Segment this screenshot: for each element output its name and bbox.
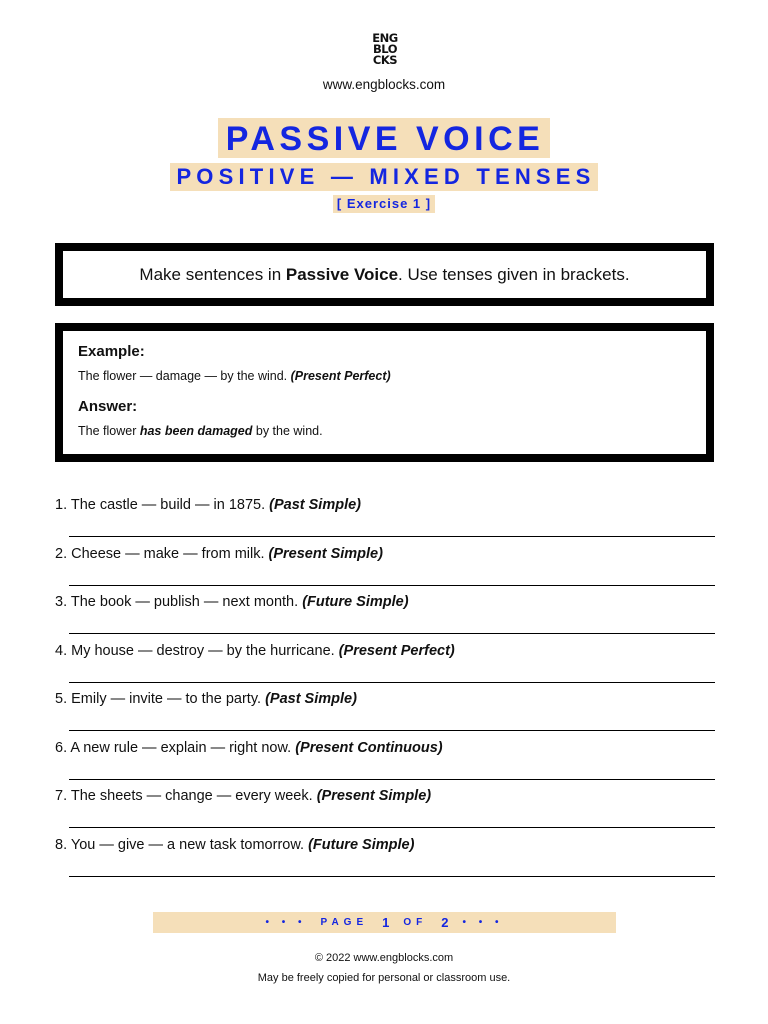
question-item <box>55 786 715 835</box>
example-prompt-text: The flower — damage — by the wind. <box>78 369 291 383</box>
question-list <box>55 495 715 883</box>
question-tense: (Present Simple) <box>316 788 432 804</box>
example-box <box>55 323 714 462</box>
subtitle-container <box>0 163 768 191</box>
title-container <box>0 118 768 158</box>
example-tense: (Present Perfect) <box>290 369 391 383</box>
answer-bold: has been damaged <box>139 424 253 438</box>
question-prompt: 1. The castle — build — in 1875. <box>55 497 270 513</box>
license-text: May be freely copied for personal or classroom use. <box>257 972 511 984</box>
question-item <box>55 495 715 544</box>
question-tense: (Future Simple) <box>302 594 409 610</box>
question-item <box>55 738 715 787</box>
answer-line[interactable] <box>69 585 715 586</box>
question-item <box>55 641 715 690</box>
question-prompt: 7. The sheets — change — every week. <box>55 788 317 804</box>
instruction-bold: Passive Voice <box>285 264 399 284</box>
page-title: PASSIVE VOICE <box>218 118 551 158</box>
instruction-after: . Use tenses given in brackets. <box>398 264 630 284</box>
instruction-text <box>139 265 629 285</box>
example-answer <box>78 423 691 439</box>
answer-before: The flower <box>78 424 140 438</box>
question-prompt: 3. The book — publish — next month. <box>55 594 303 610</box>
question-tense: (Future Simple) <box>308 836 415 853</box>
question-prompt: 4. My house — destroy — by the hurricane. <box>55 642 339 659</box>
logo-line: BLO <box>373 42 397 56</box>
answer-line[interactable] <box>69 536 715 537</box>
question-item <box>55 689 715 738</box>
question-item <box>55 835 715 884</box>
question-text <box>55 641 455 661</box>
answer-after: by the wind. <box>252 424 323 438</box>
exercise-container <box>0 195 768 213</box>
pager-page-word: PAGE <box>320 917 369 928</box>
copyright-text: © 2022 www.engblocks.com <box>314 952 454 964</box>
question-text <box>55 689 357 709</box>
question-prompt: 8. You — give — a new task tomorrow. <box>55 836 309 853</box>
question-prompt: 5. Emily — invite — to the party. <box>55 691 266 707</box>
question-tense: (Present Continuous) <box>295 739 443 756</box>
exercise-label: [ Exercise 1 ] <box>333 195 435 213</box>
logo-line: ENG <box>372 31 398 45</box>
question-text <box>55 786 431 806</box>
question-text <box>55 738 443 758</box>
pager-dots-right: • • • <box>462 917 504 928</box>
example-label: Example: <box>78 343 145 360</box>
page-subtitle: POSITIVE — MIXED TENSES <box>170 163 597 191</box>
question-text <box>55 544 383 564</box>
pager-dots-left: • • • <box>265 917 307 928</box>
answer-line[interactable] <box>69 633 715 634</box>
question-tense: (Past Simple) <box>269 497 361 513</box>
answer-line[interactable] <box>69 730 715 731</box>
instruction-before: Make sentences in <box>139 264 286 284</box>
answer-line[interactable] <box>69 779 715 780</box>
engblocks-logo <box>365 33 405 66</box>
answer-line[interactable] <box>69 827 715 828</box>
answer-label: Answer: <box>78 398 138 415</box>
question-text <box>55 495 361 515</box>
website-link[interactable]: www.engblocks.com <box>322 77 446 92</box>
question-prompt: 2. Cheese — make — from milk. <box>55 545 269 562</box>
question-item <box>55 592 715 641</box>
question-tense: (Present Simple) <box>268 545 383 562</box>
question-text <box>55 835 414 855</box>
pager-total: 2 <box>441 915 449 930</box>
pager-of-word: OF <box>403 917 428 928</box>
answer-line[interactable] <box>69 682 715 683</box>
question-tense: (Past Simple) <box>265 691 357 707</box>
logo-line: CKS <box>372 53 398 67</box>
pager-current: 1 <box>382 915 390 930</box>
question-tense: (Present Perfect) <box>338 642 455 659</box>
answer-line[interactable] <box>69 876 715 877</box>
example-prompt <box>78 368 691 384</box>
question-item <box>55 544 715 593</box>
question-text <box>55 592 409 612</box>
page-indicator <box>153 912 616 933</box>
question-prompt: 6. A new rule — explain — right now. <box>55 739 296 756</box>
instruction-box <box>55 243 714 306</box>
